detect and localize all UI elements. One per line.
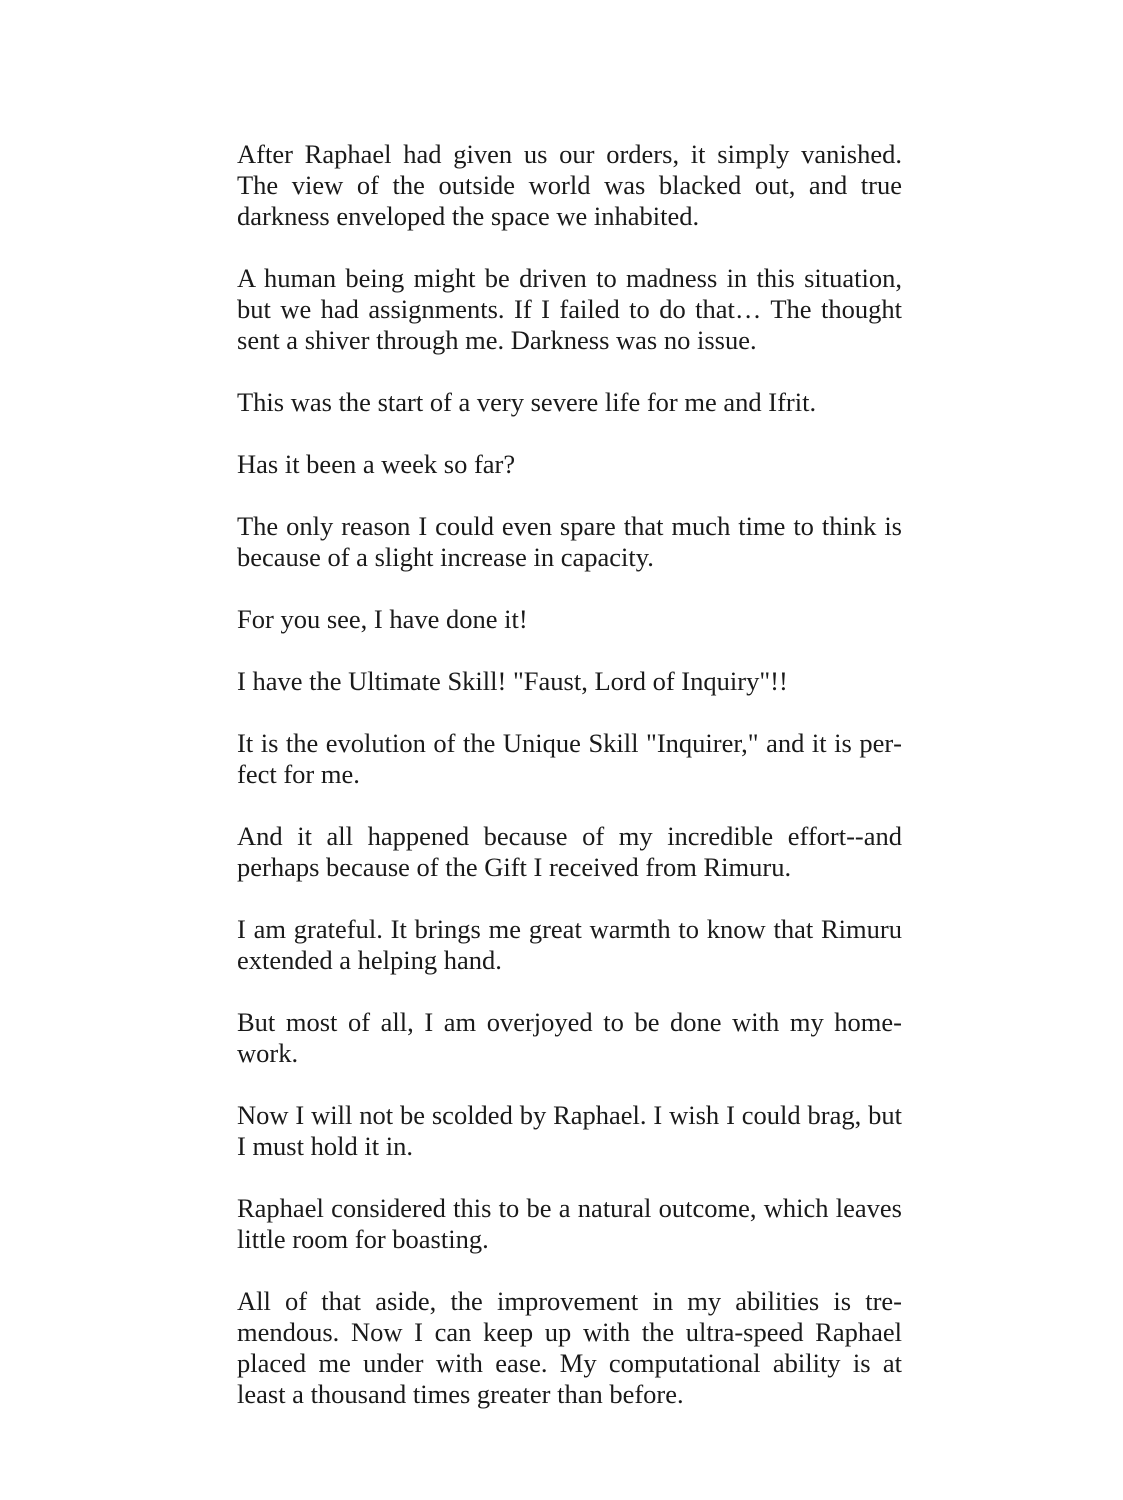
paragraph-6: For you see, I have done it! <box>237 604 528 634</box>
paragraph-3: This was the start of a very severe life for me and Ifrit. <box>237 387 817 417</box>
paragraph-14: All of that aside, the improvement in my abilities is tremendous. Now I can keep up with the ultra-speed Raphael placed me under with ease. My computational ability is at least a thousand times greater than before. <box>237 1286 902 1409</box>
document-page <box>237 139 902 1410</box>
paragraph-10: I am grateful. It brings me great warmth to know that Rimuru extended a helping hand. <box>237 914 902 975</box>
paragraph-2: A human being might be driven to madness in this situation, but we had assignments. If I failed to do that… The thought sent a shiver through me. Darkness was no issue. <box>237 263 902 355</box>
paragraph-11: But most of all, I am overjoyed to be done with my homework. <box>237 1007 902 1068</box>
paragraph-8: It is the evolution of the Unique Skill "Inquirer," and it is perfect for me. <box>237 728 902 789</box>
paragraph-9: And it all happened because of my incredible effort--and perhaps because of the Gift I received from Rimuru. <box>237 821 902 882</box>
paragraph-13: Raphael considered this to be a natural outcome, which leaves little room for boasting. <box>237 1193 902 1254</box>
paragraph-1: After Raphael had given us our orders, it simply vanished. The view of the outside world was blacked out, and true darkness enveloped the space we inhabited. <box>237 139 902 231</box>
paragraph-12: Now I will not be scolded by Raphael. I wish I could brag, but I must hold it in. <box>237 1100 902 1161</box>
paragraph-7: I have the Ultimate Skill! "Faust, Lord of Inquiry"!! <box>237 666 788 696</box>
paragraph-5: The only reason I could even spare that much time to think is because of a slight increase in capacity. <box>237 511 902 572</box>
paragraph-4: Has it been a week so far? <box>237 449 516 479</box>
